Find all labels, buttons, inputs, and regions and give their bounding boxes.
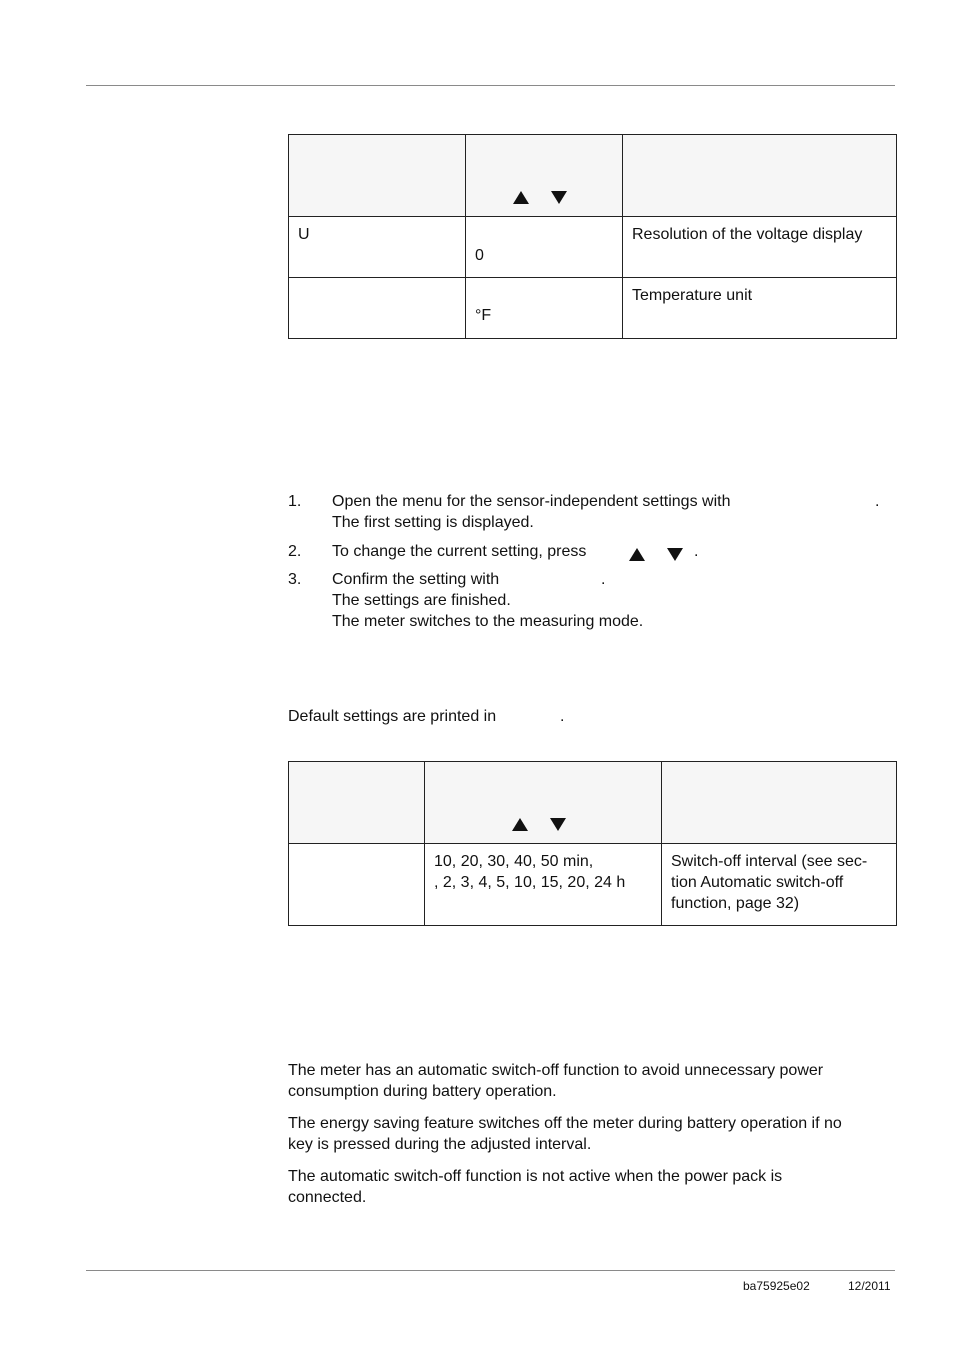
arrow-keys [512,814,566,835]
value-line: 10, 20, 30, 40, 50 min, [434,853,594,870]
up-triangle-icon [512,818,528,831]
table-cell [662,844,897,926]
table-row [289,844,897,926]
header-rule [86,85,895,86]
paragraph-line: The energy saving feature switches off the meter during battery operation if no [288,1115,842,1132]
header-cell-1 [289,135,466,217]
table-header-row [289,762,897,844]
footer-date: 12/2011 [848,1279,891,1293]
table-cell [289,217,466,278]
step-text: The first setting is displayed. [332,514,534,531]
setting-description: Temperature unit [632,287,753,304]
header-cell-2 [466,135,623,217]
step-punctuation: . [694,543,699,560]
description-line: function, page 32) [671,895,800,912]
step-number: 2. [288,543,302,560]
note-punctuation: . [560,708,565,725]
paragraph [288,1113,898,1155]
setting-description [662,844,896,914]
up-triangle-icon [629,548,645,561]
paragraph-line: key is pressed during the adjusted interval. [288,1136,592,1153]
table-row [289,278,897,339]
setting-name [289,844,424,851]
settings-table-2 [288,761,897,926]
setting-value: °F [475,307,492,324]
value-line: , 2, 3, 4, 5, 10, 15, 20, 24 h [434,874,626,891]
setting-name [289,278,465,285]
description-line: Switch-off interval (see sec- [671,853,868,870]
step-punctuation: . [875,493,880,510]
table-cell [466,217,623,278]
setting-values [425,844,661,893]
paragraph [288,1166,898,1208]
table-header-row [289,135,897,217]
description-line: tion Automatic switch-off [671,874,844,891]
table-row [289,217,897,278]
setting-value: 0 [475,247,484,264]
defaults-note [288,706,898,727]
step-text: Confirm the setting with [332,571,500,588]
header-cell-1 [289,762,425,844]
setting-description: Resolution of the voltage display [632,226,863,243]
setting-name: U [298,226,310,243]
step-number: 3. [288,571,302,588]
down-triangle-icon [667,548,683,561]
step-text: The settings are finished. [332,592,511,609]
step-punctuation: . [601,571,606,588]
paragraph-line: consumption during battery operation. [288,1083,557,1100]
header-cell-3 [662,762,897,844]
settings-table-1 [288,134,897,339]
table-cell [466,278,623,339]
down-triangle-icon [551,191,567,204]
table-cell [425,844,662,926]
footer-doc-id: ba75925e02 [743,1279,810,1293]
header-cell-2 [425,762,662,844]
note-text: Default settings are printed in [288,708,497,725]
step-text: Open the menu for the sensor-independent settings with [332,493,731,510]
paragraph-line: connected. [288,1189,367,1206]
arrow-keys [513,187,567,208]
up-triangle-icon [513,191,529,204]
arrow-keys [629,544,683,565]
header-cell-3 [623,135,897,217]
step-number: 1. [288,493,302,510]
table-cell [623,278,897,339]
paragraph-line: The automatic switch-off function is not active when the power pack is [288,1168,783,1185]
step-text: To change the current setting, press [332,543,587,560]
table-cell [623,217,897,278]
footer-rule [86,1270,895,1271]
table-cell [289,278,466,339]
table-cell [289,844,425,926]
step-text: The meter switches to the measuring mode. [332,613,644,630]
paragraph [288,1060,898,1102]
paragraph-line: The meter has an automatic switch-off function to avoid unnecessary power [288,1062,824,1079]
down-triangle-icon [550,818,566,831]
